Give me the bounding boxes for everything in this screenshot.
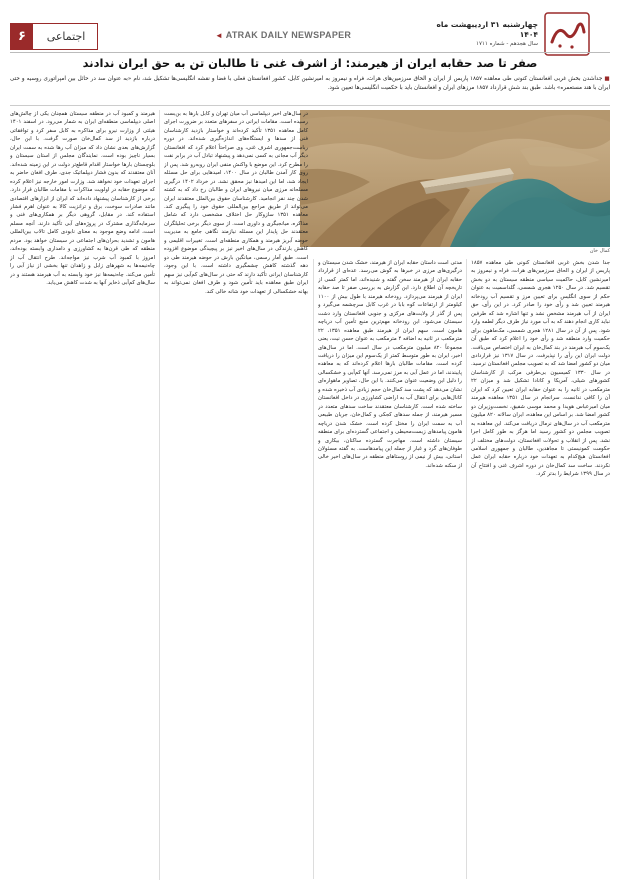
paper-name-text: ATRAK DAILY NEWSPAPER — [225, 30, 352, 40]
lead-paragraph — [10, 75, 610, 103]
article-column-2 — [318, 259, 462, 879]
column-divider — [159, 110, 160, 880]
date-sub: سال هجدهم - شماره ۱۷۱۱ — [476, 41, 538, 47]
photo-caption: کمال خان — [589, 248, 610, 254]
triangle-icon: ◄ — [215, 31, 226, 40]
header-rule — [10, 52, 610, 53]
column-text: هیرمند و کمبود آب در منطقه سیستان همچنان یکی از چالش‌های اصلی دیپلماسی منطقه‌ای ایران به شمار می‌رود. در اسفند ۱۴۰۱ هیئتی از وزارت نیرو برای مذاکره به کابل سفر کرد و توافقاتی درباره بازدید از سد کمال‌خان صورت گرفت. با این حال، گزارش‌های بعدی نشان داد که میزان آب رها شده به سمت ایران بسیار ناچیز بوده است. نمایندگان مجلس از استان سیستان و بلوچستان بارها خواستار اقدام قاطع‌تر دولت در این زمینه شده‌اند. آنان معتقدند که بدون فشار دیپلماتیک جدی، طرف افغان حاضر به اجرای تعهدات خود نخواهد شد. وزارت امور خارجه نیز اعلام کرده که موضوع حقابه در اولویت مذاکرات با مقامات طالبان قرار دارد. برخی از کارشناسان پیشنهاد داده‌اند که ایران از ابزارهای اقتصادی مانند صادرات سوخت، برق و ترانزیت کالا به عنوان اهرم فشار استفاده کند. در مقابل، گروهی دیگر بر همکاری‌های فنی و سرمایه‌گذاری مشترک در پروژه‌های آبی تأکید دارند. آنچه مسلم است، ادامه وضع موجود به معنای نابودی کامل تالاب بین‌المللی هامون و تشدید بحران‌های اجتماعی در سیستان خواهد بود. مردم منطقه که طی قرن‌ها به کشاورزی و دامداری وابسته بوده‌اند، امروز با کمبود آب شرب نیز مواجه‌اند. طرح انتقال آب از چاه‌نیمه‌ها به شهرهای زابل و زاهدان تنها بخشی از نیاز آبی را تأمین می‌کند. چاه‌نیمه‌ها نیز خود وابسته به آب هیرمند هستند و در سال‌های کم‌آبی ذخایر آنها به شدت کاهش می‌یابد. — [10, 111, 155, 287]
page-tab — [10, 23, 98, 50]
page-number: ۶ — [11, 24, 33, 49]
dam-reservoir-photo — [300, 110, 610, 247]
article-column-4 — [10, 110, 155, 880]
column-divider — [466, 259, 467, 879]
paper-name-english — [215, 30, 351, 40]
date-block — [430, 20, 538, 48]
column-divider — [313, 259, 314, 879]
lead-rule — [10, 105, 610, 106]
column-text: در سال‌های اخیر دیپلماسی آب میان تهران و کابل بارها به بن‌بست رسیده است. مقامات ایرانی در سفرهای متعدد بر ضرورت اجرای کامل معاهده ۱۳۵۱ تأکید کرده‌اند و خواستار بازدید کارشناسان فنی از سدها و ایستگاه‌های اندازه‌گیری شده‌اند. در دوره ریاست‌جمهوری اشرف غنی، وی صراحتاً اعلام کرد که افغانستان دیگر آب مجانی به کسی نمی‌دهد و پیشنهاد تبادل آب در برابر نفت را مطرح کرد. این موضع با واکنش منفی ایران روبه‌رو شد. پس از روی کار آمدن طالبان در سال ۱۴۰۰، امیدهایی برای حل مسئله ایجاد شد، اما این امیدها نیز محقق نشد. در خرداد ۱۴۰۲ درگیری مسلحانه مرزی میان نیروهای ایران و طالبان رخ داد که به کشته شدن چند نفر انجامید. کارشناسان حقوق بین‌الملل معتقدند ایران می‌تواند از طریق مراجع بین‌المللی حقوق خود را پیگیری کند. معاهده ۱۳۵۱ سازوکار حل اختلاف مشخصی دارد که شامل مذاکره، میانجیگری و داوری است. از سوی دیگر برخی تحلیلگران معتقدند حل پایدار این مسئله نیازمند نگاهی جامع به مدیریت حوضه آبریز هیرمند و همکاری منطقه‌ای است. تغییرات اقلیمی و کاهش بارندگی در سال‌های اخیر نیز بر پیچیدگی موضوع افزوده است. طبق آمار رسمی، میانگین بارش در حوضه هیرمند طی دو دهه گذشته کاهش چشمگیری داشته است. با این وجود، کارشناسان ایرانی تأکید دارند که حتی در سال‌های کم‌آبی نیز سهم ایران طبق معاهده باید تأمین شود و طرف افغان نمی‌تواند به بهانه خشکسالی از تعهدات خود شانه خالی کند. — [164, 111, 308, 295]
date-line: چهارشنبه ۳۱ اردیبهشت ماه ۱۴۰۴ — [436, 20, 538, 39]
column-text: مدتی است داستان حقابه ایران از هیرمند، خشک شدن سیستان و درگیری‌های مرزی در خبرها به گوش می‌رسد. عده‌ای از قرارداد حقابه ایران از هیرمند سخن گفته و شنیده‌اند، اما کمتر کسی از تاریخچه آن اطلاع دارد. این گزارش به بررسی صفر تا صد حقابه ایران از هیرمند می‌پردازد. رودخانه هیرمند با طول بیش از ۱۱۰۰ کیلومتر از ارتفاعات کوه بابا در غرب کابل سرچشمه می‌گیرد و پس از گذر از ولایت‌های مرکزی و جنوبی افغانستان وارد دشت سیستان می‌شود. این رودخانه مهم‌ترین منبع تأمین آب دریاچه هامون است. سهم ایران از هیرمند طبق معاهده ۱۳۵۱، ۲۲ مترمکعب در ثانیه به اضافه ۴ مترمکعب به عنوان حسن نیت، یعنی مجموعاً ۸۲۰ میلیون مترمکعب در سال است. اما در سال‌های اخیر، ایران به طور متوسط کمتر از یک‌سوم این میزان را دریافت کرده است. مقامات طالبان بارها اعلام کرده‌اند که به معاهده پایبندند، اما در عمل آبی به مرز نمی‌رسد. آنها کم‌آبی و خشکسالی را دلیل این وضعیت عنوان می‌کنند. با این حال، تصاویر ماهواره‌ای نشان می‌دهد که پشت سد کمال‌خان حجم زیادی آب ذخیره شده و کانال‌هایی برای انتقال آب به اراضی کشاورزی در داخل افغانستان ساخته شده است. کارشناسان معتقدند ساخت سدهای متعدد در مسیر هیرمند، از جمله سدهای کجکی و کمال‌خان، جریان طبیعی آب به سمت ایران را مختل کرده است. خشک شدن دریاچه هامون پیامدهای زیست‌محیطی و اجتماعی گسترده‌ای برای منطقه سیستان داشته است. مهاجرت گسترده ساکنان، بیکاری و طوفان‌های گرد و غبار از جمله این پیامدهاست. به گفته مسئولان استانی، بیش از نیمی از روستاهای منطقه در سال‌های اخیر خالی از سکنه شده‌اند. — [318, 260, 462, 469]
article-column-1 — [471, 259, 610, 879]
lead-text: جداشدن بخش غربی افغانستان کنونی طی معاهده ۱۸۵۷ پاریس از ایران و الحاق سرزمین‌های هرات، فراه و نیمروز به امیرنشین کابل، کشور افغانستان فعلی با فضا و نقشه انگلیسی‌ها تشکیل شد، نام «به عنوان سد در حائل بین امپراتوری روسیه و حتی ایران با هند مستعمره» باشد. طبق بند شش قرارداد ۱۸۵۷ مرزهای ایران و افغانستان باید با حکمیت انگلیسی‌ها تعیین شود. — [10, 76, 610, 91]
main-headline: صفر تا صد حقابه ایران از هیرمند: از اشرف غنی تا طالبان تن به حق ایران ندادند — [82, 56, 538, 70]
section-name: اجتماعی — [46, 30, 86, 43]
bullet-icon: ■ — [602, 76, 610, 82]
atrak-logo — [544, 12, 590, 56]
column-text: جدا شدن بخش غربی افغانستان کنونی طی معاهده ۱۸۵۷ پاریس از ایران و الحاق سرزمین‌های هرات، فراه و نیمروز به امیرنشین کابل، حاکمیت سیاسی منطقه سیستان به دو بخش تقسیم شد. در سال ۱۲۵۰ هجری شمسی، گلداسمیت به عنوان حکم از سوی انگلیس برای تعیین مرز و تقسیم آب رودخانه هیرمند تعیین شد و رأی خود را صادر کرد. در این رأی، حق ایران از آب هیرمند مشخص نشد و تنها اشاره شد که طرفین نباید کاری انجام دهند که به آب مورد نیاز طرف دیگر لطمه وارد شود. پس از آن در سال ۱۲۸۱ هجری شمسی، مک‌ماهون برای حکمیت وارد منطقه شد و رأی خود را اعلام کرد که طبق آن یک‌سوم آب هیرمند در بند کمال‌خان به ایران اختصاص می‌یافت. دولت ایران این رأی را نپذیرفت. در سال ۱۳۱۷ نیز قراردادی میان دو کشور امضا شد که به تصویب مجلس افغانستان نرسید. در سال ۱۳۳۰ کمیسیون بی‌طرفی مرکب از کارشناسان کشورهای شیلی، آمریکا و کانادا تشکیل شد و میزان ۲۲ مترمکعب در ثانیه را به عنوان حقابه ایران تعیین کرد که ایران آن را کافی ندانست. سرانجام در سال ۱۳۵۱ معاهده هیرمند میان امیرعباس هویدا و محمد موسی شفیق، نخست‌وزیران دو کشور امضا شد. بر اساس این معاهده، ایران سالانه ۸۲۰ میلیون مترمکعب آب در سال‌های نرمال دریافت می‌کند. این معاهده به تصویب مجلس دو کشور رسید اما هرگز به طور کامل اجرا نشد. پس از انقلاب و تحولات افغانستان، دولت‌های مختلف از حکومت کمونیستی تا مجاهدین، طالبان و جمهوری اسلامی افغانستان هیچ‌کدام به تعهدات خود درباره حقابه ایران عمل نکردند. ساخت سد کمال‌خان در دوره اشرف غنی و افتتاح آن در سال ۱۳۹۹ شرایط را بدتر کرد. — [471, 260, 610, 478]
article-column-3 — [164, 110, 308, 880]
